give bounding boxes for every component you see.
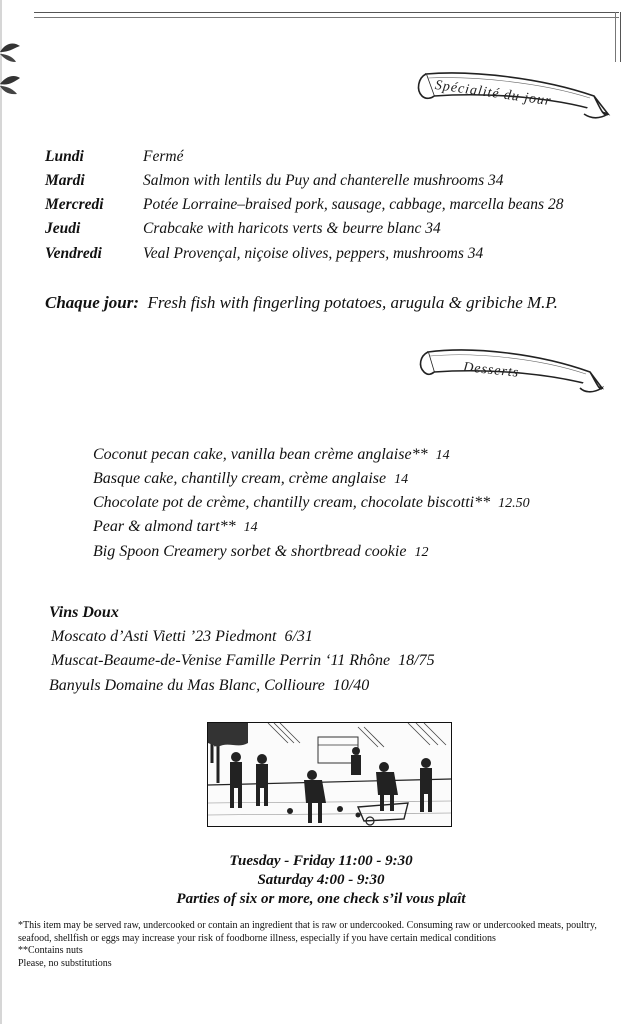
dessert-name: Chocolate pot de crème, chantilly cream, chocolate biscotti** [93,494,491,511]
dessert-price: 14 [243,520,258,535]
dessert-price: 14 [394,472,409,487]
dessert-item [93,470,408,488]
specialite-title: Spécialité du jour [433,78,553,110]
desserts-banner [414,346,606,404]
top-border-rule [34,12,619,18]
day-name: Jeudi [45,220,81,237]
wine-item [51,652,435,670]
dessert-name: Big Spoon Creamery sorbet & shortbread cookie [93,543,407,560]
dessert-price: 14 [435,448,450,463]
wine-name: Banyuls Domaine du Mas Blanc, Collioure [49,677,325,694]
day-dish: Fermé [143,148,184,165]
parties-note: Parties of six or more, one check s’il vous plaît [176,891,466,907]
hours-weekday: Tuesday - Friday 11:00 - 9:30 [229,853,413,869]
dessert-item [93,494,530,512]
day-dish: Crabcake with haricots verts & beurre blanc 34 [143,220,441,237]
dessert-name: Coconut pecan cake, vanilla bean crème anglaise** [93,446,428,463]
dessert-item [93,446,450,464]
chaque-jour-text: Fresh fish with fingerling potatoes, arugula & gribiche M.P. [147,293,558,312]
wine-item [51,628,313,646]
day-name: Vendredi [45,245,102,262]
desserts-title: Desserts [462,360,520,381]
dessert-item [93,543,428,561]
right-border-rule [615,12,621,62]
hours-saturday: Saturday 4:00 - 9:30 [257,872,385,888]
fine-print [18,920,628,970]
dessert-name: Pear & almond tart** [93,518,236,535]
raw-food-warning: *This item may be served raw, undercooked or contain an ingredient that is raw or undercooked. Consuming raw or undercooked meats, poultry, seafood, shellfish or eggs may increase your risk of foodborne illness, especially if you have certain medical conditions [18,920,597,944]
leaf-ornament-icon [0,74,22,96]
wine-price: 10/40 [332,677,370,694]
specialite-banner [412,68,612,132]
dessert-name: Basque cake, chantilly cream, crème anglaise [93,470,387,487]
leaf-ornament-icon [0,40,22,62]
wine-price: 6/31 [284,628,313,645]
dessert-price: 12 [414,545,429,560]
day-dish: Salmon with lentils du Puy and chanterelle mushrooms 34 [143,172,504,189]
wine-price: 18/75 [398,652,435,669]
wine-item [49,677,369,695]
chaque-jour-label: Chaque jour: [45,293,139,312]
day-name: Mercredi [45,196,104,213]
wine-name: Moscato d’Asti Vietti ’23 Piedmont [51,628,277,645]
day-name: Mardi [45,172,85,189]
wine-name: Muscat-Beaume-de-Venise Famille Perrin ‘11 Rhône [51,652,391,669]
left-border [0,0,2,1024]
nuts-note: **Contains nuts [18,945,83,956]
day-dish: Potée Lorraine–braised pork, sausage, cabbage, marcella beans 28 [143,196,564,213]
dessert-price: 12.50 [498,496,530,511]
petanque-illustration [207,722,452,827]
day-dish: Veal Provençal, niçoise olives, peppers, mushrooms 34 [143,245,484,262]
day-name: Lundi [45,148,84,165]
chaque-jour-line [45,293,558,313]
dessert-item [93,518,258,536]
vins-doux-heading: Vins Doux [49,604,119,621]
substitutions-note: Please, no substitutions [18,957,112,969]
